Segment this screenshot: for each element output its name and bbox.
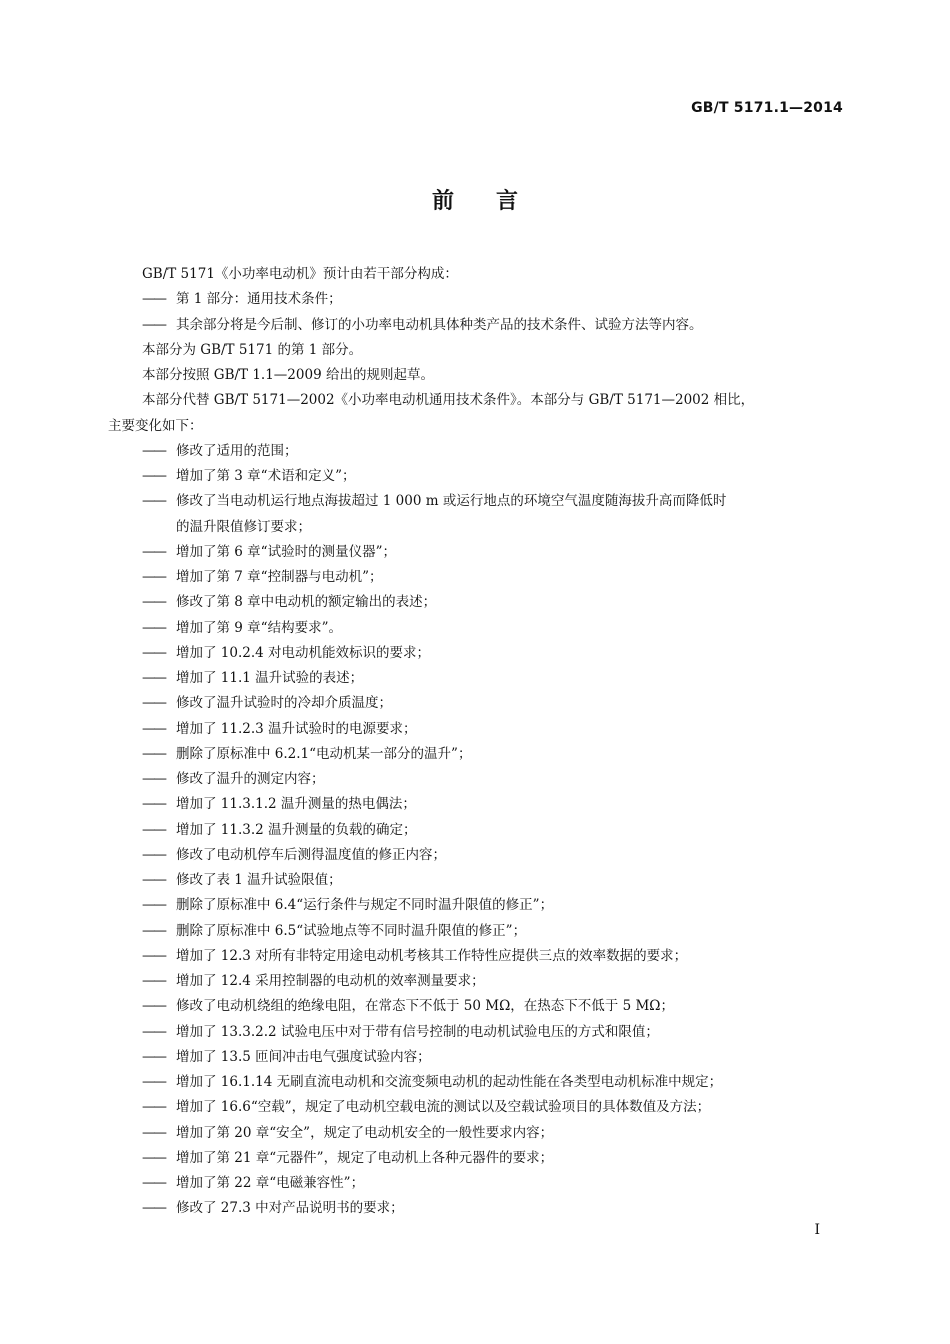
list-item [108, 489, 846, 514]
paragraph-line [108, 414, 846, 439]
list-item [108, 868, 846, 893]
list-item [108, 767, 846, 792]
dash-marker: —— [142, 872, 165, 888]
dash-marker: —— [142, 846, 165, 863]
line-text: 增加了第 3 章“术语和定义”； [176, 468, 356, 484]
document-body [108, 262, 846, 1222]
line-text: 本部分按照 GB/T 1.1—2009 给出的规则起草。 [142, 367, 434, 383]
list-item [108, 717, 846, 742]
list-item [108, 1121, 846, 1146]
list-item [108, 944, 846, 969]
line-text: 修改了第 8 章中电动机的额定输出的表述； [176, 594, 437, 611]
dash-marker: —— [142, 569, 165, 585]
line-text: 修改了温升试验时的冷却介质温度； [176, 695, 392, 712]
dash-marker: —— [142, 947, 165, 964]
list-item [108, 919, 846, 944]
line-text: 增加了第 20 章“安全”，规定了电动机安全的一般性要求内容； [176, 1124, 554, 1141]
line-text: 主要变化如下： [108, 417, 203, 434]
dash-marker: —— [142, 1048, 165, 1065]
line-text: 增加了 12.3 对所有非特定用途电动机考核其工作特性应提供三点的效率数据的要求； [176, 947, 688, 964]
line-text: 增加了第 6 章“试验时的测量仪器”； [176, 543, 396, 560]
paragraph-line [108, 388, 846, 413]
line-text: 本部分代替 GB/T 5171—2002《小功率电动机通用技术条件》。本部分与 GB/T 5171—2002 相比， [142, 392, 755, 409]
dash-marker: —— [142, 442, 165, 459]
line-text: 修改了温升的测定内容； [176, 771, 325, 787]
list-item [108, 1146, 846, 1171]
list-item [108, 691, 846, 716]
dash-marker: —— [142, 493, 165, 510]
list-item [108, 969, 846, 994]
page-number: I [814, 1222, 820, 1238]
line-text: 修改了 27.3 中对产品说明书的要求； [176, 1200, 404, 1217]
page-title: 前言 [431, 189, 560, 214]
dash-marker: —— [142, 543, 165, 560]
line-text: 增加了 16.6“空载”，规定了电动机空载电流的测试以及空载试验项目的具体数值及方法； [176, 1099, 711, 1116]
list-item [108, 590, 846, 615]
dash-marker: —— [142, 821, 165, 838]
list-item-continuation [108, 515, 846, 540]
list-item [108, 565, 846, 590]
line-text: 增加了 11.1 温升试验的表述； [176, 670, 364, 686]
list-item [108, 1045, 846, 1070]
dash-marker: —— [142, 771, 165, 787]
line-text: 第 1 部分：通用技术条件； [176, 291, 342, 308]
list-item [108, 1020, 846, 1045]
dash-marker: —— [142, 1099, 165, 1116]
line-text: 修改了表 1 温升试验限值； [176, 872, 342, 888]
line-text: 增加了 12.4 采用控制器的电动机的效率测量要求； [176, 973, 485, 989]
standard-code: GB/T 5171.1—2014 [691, 100, 843, 116]
line-text: 删除了原标准中 6.2.1“电动机某一部分的温升”； [176, 745, 472, 762]
dash-marker: —— [142, 998, 165, 1015]
line-text: 修改了电动机停车后测得温度值的修正内容； [176, 846, 446, 863]
dash-marker: —— [142, 291, 165, 308]
dash-marker: —— [142, 1124, 165, 1141]
dash-marker: —— [142, 1149, 165, 1166]
dash-marker: —— [142, 316, 165, 333]
list-item [108, 313, 846, 338]
list-item [108, 818, 846, 843]
dash-marker: —— [142, 1074, 165, 1090]
paragraph-line [108, 338, 846, 363]
list-item [108, 666, 846, 691]
line-text: 删除了原标准中 6.4“运行条件与规定不同时温升限值的修正”； [176, 897, 554, 914]
dash-marker: —— [142, 619, 165, 636]
list-item [108, 439, 846, 464]
dash-marker: —— [142, 644, 165, 661]
dash-marker: —— [142, 922, 165, 939]
list-item [108, 1171, 846, 1196]
dash-marker: —— [142, 1200, 165, 1217]
list-item [108, 742, 846, 767]
list-item [108, 1196, 846, 1221]
line-text: 增加了 16.1.14 无刷直流电动机和交流变频电动机的起动性能在各类型电动机标准中规定； [176, 1074, 723, 1090]
line-text: 本部分为 GB/T 5171 的第 1 部分。 [142, 341, 363, 358]
dash-marker: —— [142, 670, 165, 686]
list-item [108, 641, 846, 666]
list-item [108, 616, 846, 641]
dash-marker: —— [142, 973, 165, 989]
line-text: 增加了第 7 章“控制器与电动机”； [176, 569, 383, 585]
line-text: 增加了 11.2.3 温升试验时的电源要求； [176, 720, 417, 737]
dash-marker: —— [142, 1175, 165, 1191]
list-item [108, 1070, 846, 1095]
dash-marker: —— [142, 1023, 165, 1040]
line-text: 删除了原标准中 6.5“试验地点等不同时温升限值的修正”； [176, 922, 527, 939]
list-item [108, 792, 846, 817]
line-text: 修改了电动机绕组的绝缘电阻，在常态下不低于 50 MΩ，在热态下不低于 5 MΩ； [176, 998, 674, 1015]
line-text: 增加了 11.3.1.2 温升测量的热电偶法； [176, 796, 416, 813]
list-item [108, 893, 846, 918]
list-item [108, 994, 846, 1019]
line-text: 增加了 11.3.2 温升测量的负载的确定； [176, 821, 417, 838]
line-text: 增加了第 22 章“电磁兼容性”； [176, 1175, 365, 1191]
line-text: 修改了当电动机运行地点海拔超过 1 000 m 或运行地点的环境空气温度随海拔升高而降低时 [176, 493, 727, 510]
line-text: GB/T 5171《小功率电动机》预计由若干部分构成： [142, 266, 458, 282]
list-item [108, 540, 846, 565]
line-text: 修改了适用的范围； [176, 442, 298, 459]
dash-marker: —— [142, 468, 165, 484]
list-item [108, 843, 846, 868]
list-item [108, 287, 846, 312]
dash-marker: —— [142, 897, 165, 914]
line-text: 其余部分将是今后制、修订的小功率电动机具体种类产品的技术条件、试验方法等内容。 [176, 316, 703, 333]
paragraph-line [108, 262, 846, 287]
line-text: 增加了 13.3.2.2 试验电压中对于带有信号控制的电动机试验电压的方式和限值； [176, 1023, 659, 1040]
list-item [108, 1095, 846, 1120]
line-text: 增加了第 9 章“结构要求”。 [176, 619, 342, 636]
line-text: 增加了第 21 章“元器件”，规定了电动机上各种元器件的要求； [176, 1149, 554, 1166]
line-text: 增加了 10.2.4 对电动机能效标识的要求； [176, 644, 431, 661]
dash-marker: —— [142, 745, 165, 762]
dash-marker: —— [142, 695, 165, 712]
dash-marker: —— [142, 594, 165, 611]
list-item [108, 464, 846, 489]
dash-marker: —— [142, 720, 165, 737]
dash-marker: —— [142, 796, 165, 813]
paragraph-line [108, 363, 846, 388]
line-text: 增加了 13.5 匝间冲击电气强度试验内容； [176, 1048, 431, 1065]
line-text: 的温升限值修订要求； [176, 518, 311, 535]
